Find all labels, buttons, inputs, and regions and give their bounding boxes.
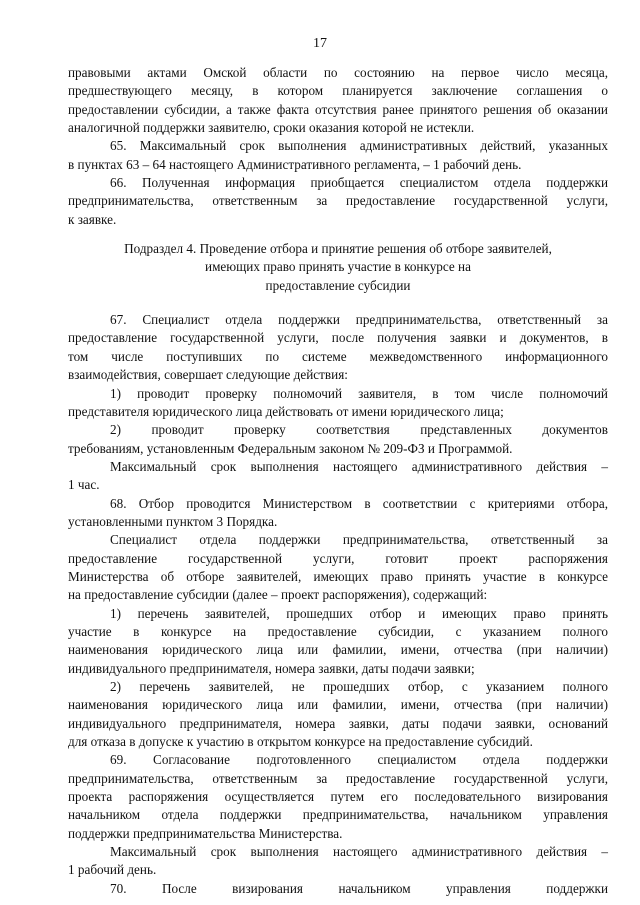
text-line: Министерства об отборе заявителей, имеющих право принять участие в конкурсе <box>68 568 608 584</box>
text-line: взаимодействия, совершает следующие действия: <box>68 367 348 383</box>
paragraph-68 <box>68 495 608 532</box>
text-line: предпринимательства, ответственным за предоставление государственной услуги, <box>68 193 608 209</box>
text-line: 1) перечень заявителей, прошедших отбор и имеющих право принять <box>110 605 608 621</box>
text-line: требованиям, установленным Федеральным законом № 209-ФЗ и Программой. <box>68 440 513 456</box>
section-heading <box>68 240 608 295</box>
spacer <box>68 295 608 311</box>
text-line: индивидуального предпринимателя, номера заявки, даты подачи заявки, оснований <box>68 715 608 731</box>
text-line: поддержки предпринимательства Министерства. <box>68 825 343 841</box>
text-line: начальником отдела поддержки предпринимательства, начальником управления <box>68 807 608 823</box>
paragraph-max-time-2 <box>68 843 608 880</box>
text-line: предоставлении субсидии, а также факта отсутствия ранее принятого решения об оказании <box>68 101 608 117</box>
text-line: в пунктах 63 – 64 настоящего Административного регламента, – 1 рабочий день. <box>68 156 522 172</box>
text-line: правовыми актами Омской области по состоянию на первое число месяца, <box>68 65 608 80</box>
list-item-68-2 <box>68 678 608 751</box>
text-line: наименования юридического лица или фамилии, имени, отчества (при наличии) <box>68 642 608 658</box>
text-line: представителя юридического лица действовать от имени юридического лица; <box>68 403 504 419</box>
text-line: 70. После визирования начальником управления поддержки <box>110 880 608 896</box>
text-line: участие в конкурсе на предоставление субсидии, с указанием полного <box>68 623 608 639</box>
paragraph-66 <box>68 174 608 229</box>
text-line: 1 час. <box>68 477 100 493</box>
text-line: предоставление государственной услуги, готовит проект распоряжения <box>68 550 608 566</box>
text-line: проекта распоряжения осуществляется путем его последовательного визирования <box>68 789 608 805</box>
text-line: 1) проводит проверку полномочий заявителя, в том числе полномочий <box>110 385 608 401</box>
text-line: на предоставление субсидии (далее – проект распоряжения), содержащий: <box>68 587 488 603</box>
paragraph-70 <box>68 880 608 898</box>
text-line: аналогичной поддержки заявителю, сроки оказания которой не истекли. <box>68 120 475 136</box>
text-line: установленными пунктом 3 Порядка. <box>68 513 278 529</box>
text-line: индивидуального предпринимателя, номера заявки, даты подачи заявки; <box>68 660 475 676</box>
paragraph-69 <box>68 751 608 843</box>
text-line: для отказа в допуске к участию в открытом конкурсе на предоставление субсидий. <box>68 734 533 750</box>
list-item-67-1 <box>68 385 608 422</box>
text-line: предпринимательства, ответственным за предоставление государственной услуги, <box>68 770 608 786</box>
paragraph-67 <box>68 311 608 384</box>
spacer <box>68 229 608 240</box>
list-item-67-2 <box>68 421 608 458</box>
paragraph-max-time-1 <box>68 458 608 495</box>
text-line: 67. Специалист отдела поддержки предпринимательства, ответственный за <box>110 312 608 328</box>
heading-line: Подраздел 4. Проведение отбора и принятие решения об отборе заявителей, <box>124 241 552 257</box>
text-line: Максимальный срок выполнения настоящего административного действия – <box>110 844 608 860</box>
text-line: 68. Отбор проводится Министерством в соответствии с критериями отбора, <box>110 495 608 511</box>
heading-line: предоставление субсидии <box>265 277 411 293</box>
text-line: к заявке. <box>68 211 117 227</box>
text-line: 65. Максимальный срок выполнения административных действий, указанных <box>110 138 608 154</box>
text-line: Специалист отдела поддержки предпринимательства, ответственный за <box>110 532 608 548</box>
text-line: наименования юридического лица или фамилии, имени, отчества (при наличии) <box>68 697 608 713</box>
text-line: 69. Согласование подготовленного специалистом отдела поддержки <box>110 752 608 768</box>
text-line: том числе поступивших по системе межведомственного информационного <box>68 348 608 364</box>
document-body <box>68 64 608 898</box>
page-number: 17 <box>313 36 327 51</box>
heading-line: имеющих право принять участие в конкурсе на <box>205 259 471 275</box>
text-line: предоставление государственной услуги, после получения заявки и документов, в <box>68 330 608 346</box>
text-line: 2) перечень заявителей, не прошедших отбор, с указанием полного <box>110 679 608 694</box>
text-line: предшествующего месяцу, в котором планируется заключение соглашения о <box>68 83 608 99</box>
text-line: Максимальный срок выполнения настоящего административного действия – <box>110 458 608 474</box>
paragraph-specialist <box>68 531 608 604</box>
paragraph-continuation <box>68 64 608 137</box>
text-line: 66. Полученная информация приобщается специалистом отдела поддержки <box>110 175 608 191</box>
paragraph-65 <box>68 137 608 174</box>
list-item-68-1 <box>68 605 608 678</box>
text-line: 1 рабочий день. <box>68 862 157 878</box>
text-line: 2) проводит проверку соответствия представленных документов <box>110 422 608 438</box>
